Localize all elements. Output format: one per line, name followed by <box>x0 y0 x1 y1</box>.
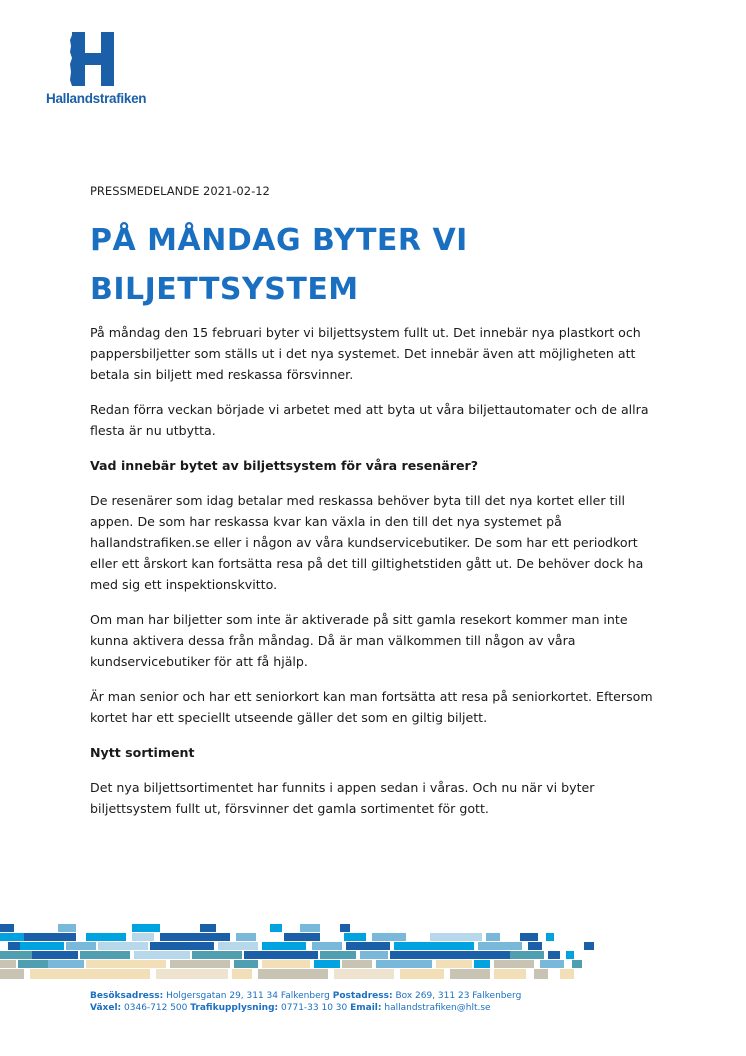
paragraph: Är man senior och har ett seniorkort kan man fortsätta att resa på seniorkortet. Eftersom kortet har ett speciellt utseende gäller det som en giltig biljett. <box>90 689 653 725</box>
section-heading: Nytt sortiment <box>90 745 195 760</box>
logo-wordmark: Hallandstrafiken <box>46 91 147 106</box>
postal-address-label: Postadress: <box>332 991 393 1001</box>
paragraph: De resenärer som idag betalar med reskassa behöver byta till det nya kortet eller till appen. De som har reskassa kvar kan växla in den till det nya systemet på hallandstrafiken.se eller i någon av våra kundservicebutiker. De som har ett periodkort eller ett årskort kan fortsätta resa på det till giltighetstiden gått ut. De behöver dock ha med sig ett inspektionskvitto. <box>90 493 644 592</box>
email-link[interactable]: hallandstrafiken@hlt.se <box>384 1003 491 1013</box>
paragraph: Det nya biljettsortimentet har funnits i appen sedan i våras. Och nu när vi byter biljettsystem fullt ut, försvinner det gamla sortimentet för gott. <box>90 780 595 816</box>
logo-h-icon <box>70 32 116 86</box>
visit-address-label: Besöksadress: <box>90 991 164 1001</box>
traffic-info-number: 0771-33 10 30 <box>281 1003 348 1013</box>
postal-address: Box 269, 311 23 Falkenberg <box>395 991 522 1001</box>
paragraph: På måndag den 15 februari byter vi biljettsystem fullt ut. Det innebär nya plastkort och pappersbiljetter som ställs ut i det nya systemet. Det innebär även att möjligheten att betala sin biljett med reskassa försvinner. <box>90 325 641 382</box>
press-release-date: PRESSMEDELANDE 2021-02-12 <box>90 184 270 198</box>
footer-line <box>90 990 521 1002</box>
switchboard-label: Växel: <box>90 1003 122 1013</box>
traffic-info-label: Trafikupplysning: <box>190 1003 279 1013</box>
page-title: PÅ MÅNDAG BYTER VI BILJETTSYSTEM <box>90 223 468 307</box>
brand-logo <box>44 32 154 112</box>
email-label: Email: <box>350 1003 382 1013</box>
paragraph: Om man har biljetter som inte är aktiverade på sitt gamla resekort kommer man inte kunna aktivera dessa från måndag. Då är man välkommen till någon av våra kundservicebutiker för att få hjälp. <box>90 612 628 669</box>
section-heading: Vad innebär bytet av biljettsystem för våra resenärer? <box>90 458 479 473</box>
footer-line <box>90 1002 521 1014</box>
decorative-pixel-stripe <box>0 924 600 984</box>
article-body <box>90 322 662 833</box>
visit-address: Holgersgatan 29, 311 34 Falkenberg <box>166 991 330 1001</box>
footer-contact <box>90 990 521 1014</box>
switchboard-number: 0346-712 500 <box>124 1003 188 1013</box>
paragraph: Redan förra veckan började vi arbetet med att byta ut våra biljettautomater och de allra flesta är nu utbytta. <box>90 402 649 438</box>
